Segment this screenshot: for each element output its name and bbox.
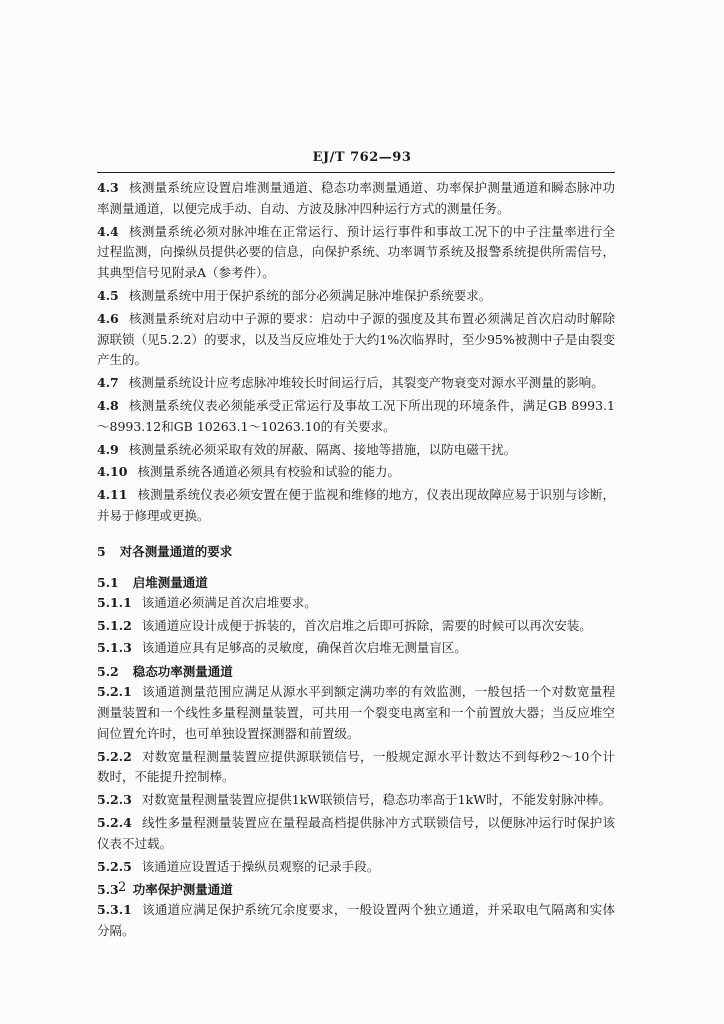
clause-paragraph: [97, 178, 615, 220]
clause-text: 该通道应设置适于操纵员观察的记录手段。: [141, 858, 380, 874]
clause-paragraph: [97, 616, 615, 637]
clause-number: 4.4: [97, 223, 119, 239]
clause-paragraph: [97, 638, 615, 659]
clause-text: 核测量系统仪表必须能承受正常运行及事故工况下所出现的环境条件，满足GB 8993.1～8993.12和GB 10263.1～10263.10的有关要求。: [97, 397, 615, 434]
clause-number: 4.6: [97, 310, 119, 326]
clause-number: 4.3: [97, 180, 119, 195]
clause-text: 线性多量程测量装置应在量程最高档提供脉冲方式联锁信号，以便脉冲运行时保护该仪表不过载。: [97, 814, 615, 851]
clause-paragraph: [97, 462, 615, 483]
clause-text: 核测量系统中用于保护系统的部分必须满足脉冲堆保护系统要求。: [128, 287, 492, 303]
subsection-number: 5.1: [97, 574, 119, 590]
clause-number: 5.2.3: [97, 792, 132, 808]
clause-text: 核测量系统对启动中子源的要求：启动中子源的强度及其布置必须满足首次启动时解除源联锁（见5.2.2）的要求，以及当反应堆处于大约1%次临界时，至少95%被测中子是由裂变产生的。: [97, 310, 615, 368]
section-number: 5: [97, 543, 106, 559]
subsection-title: 稳态功率测量通道: [132, 664, 233, 680]
clause-text: 对数宽量程测量装置应提供源联锁信号，一般规定源水平计数达不到每秒2～10个计数时，不能提升控制棒。: [97, 748, 615, 785]
subsection-title: 启堆测量通道: [132, 574, 208, 590]
clause-text: 该通道必须满足首次启堆要求。: [141, 594, 317, 610]
clause-paragraph: [97, 222, 615, 284]
subsection-5-1-clauses: [97, 593, 615, 659]
clause-text: 核测量系统各通道必须具有校验和试验的能力。: [137, 464, 400, 480]
clause-number: 5.2.2: [97, 748, 132, 764]
clause-paragraph: [97, 790, 615, 811]
clause-text: 该通道应具有足够高的灵敏度，确保首次启堆无测量盲区。: [141, 640, 467, 656]
page-header: EJ/T 762—93: [312, 150, 412, 165]
clause-number: 5.2.1: [97, 684, 132, 700]
clause-text: 核测量系统仪表必须安置在便于监视和维修的地方，仪表出现故障应易于识别与诊断，并易于修理或更换。: [97, 487, 615, 523]
clause-paragraph: [97, 857, 615, 878]
clause-number: 4.7: [97, 375, 119, 391]
page-content: [97, 178, 615, 944]
subsection-title: 功率保护测量通道: [132, 882, 233, 898]
clause-paragraph: [97, 593, 615, 614]
clause-paragraph: [97, 747, 615, 789]
subsection-5-3-clauses: [97, 900, 615, 942]
clause-text: 核测量系统设计应考虑脉冲堆较长时间运行后，其裂变产物衰变对源水平测量的影响。: [128, 375, 604, 391]
clause-paragraph: [97, 309, 615, 371]
clause-text: 该通道应满足保护系统冗余度要求，一般设置两个独立通道，并采取电气隔离和实体分隔。: [97, 902, 615, 939]
clause-number: 4.9: [97, 441, 119, 457]
section-4-clauses: [97, 178, 615, 527]
clause-number: 5.2.4: [97, 814, 132, 830]
clause-number: 5.3.1: [97, 902, 132, 918]
subsection-number: 5.3: [97, 882, 119, 898]
clause-text: 核测量系统应设置启堆测量通道、稳态功率测量通道、功率保护测量通道和瞬态脉冲功率测量通道，以便完成手动、自动、方波及脉冲四种运行方式的测量任务。: [97, 180, 615, 216]
clause-paragraph: [97, 682, 615, 744]
subsection-number: 5.2: [97, 664, 119, 680]
page-number: 2: [118, 880, 127, 895]
clause-number: 5.1.3: [97, 640, 132, 656]
subsection-5-2-heading: [97, 661, 615, 682]
clause-text: 核测量系统必须对脉冲堆在正常运行、预计运行事件和事故工况下的中子注量率进行全过程监测，向操纵员提供必要的信息，向保护系统、功率调节系统及报警系统提供所需信号，其典型信号见附录A（参考件）。: [97, 223, 615, 281]
clause-paragraph: [97, 396, 615, 438]
clause-text: 该通道应设计成便于拆装的，首次启堆之后即可拆除，需要的时候可以再次安装。: [141, 617, 592, 633]
clause-number: 5.1.1: [97, 594, 132, 610]
clause-paragraph: [97, 813, 615, 855]
clause-text: 该通道测量范围应满足从源水平到额定满功率的有效监测，一般包括一个对数宽量程测量装置和一个线性多量程测量装置，可共用一个裂变电离室和一个前置放大器；当反应堆空间位置允许时，也可单独设置探测器和前置级。: [97, 684, 615, 741]
clause-paragraph: [97, 440, 615, 461]
header-rule: [97, 172, 615, 173]
clause-number: 4.11: [97, 487, 128, 503]
subsection-5-1-heading: [97, 572, 615, 593]
clause-number: 4.5: [97, 287, 119, 303]
clause-number: 5.2.5: [97, 858, 132, 874]
clause-text: 核测量系统必须采取有效的屏蔽、隔离、接地等措施，以防电磁干扰。: [128, 441, 517, 457]
clause-paragraph: [97, 485, 615, 527]
clause-paragraph: [97, 373, 615, 394]
clause-number: 5.1.2: [97, 617, 132, 633]
clause-paragraph: [97, 900, 615, 942]
subsection-5-2-clauses: [97, 682, 615, 877]
clause-text: 对数宽量程测量装置应提供1kW联锁信号，稳态功率高于1kW时，不能发射脉冲棒。: [141, 792, 612, 808]
clause-number: 4.8: [97, 397, 119, 413]
section-title: 对各测量通道的要求: [119, 543, 233, 559]
section-5-heading: [97, 541, 615, 562]
subsection-5-3-heading: [97, 879, 615, 900]
clause-paragraph: [97, 286, 615, 307]
clause-number: 4.10: [97, 464, 128, 480]
